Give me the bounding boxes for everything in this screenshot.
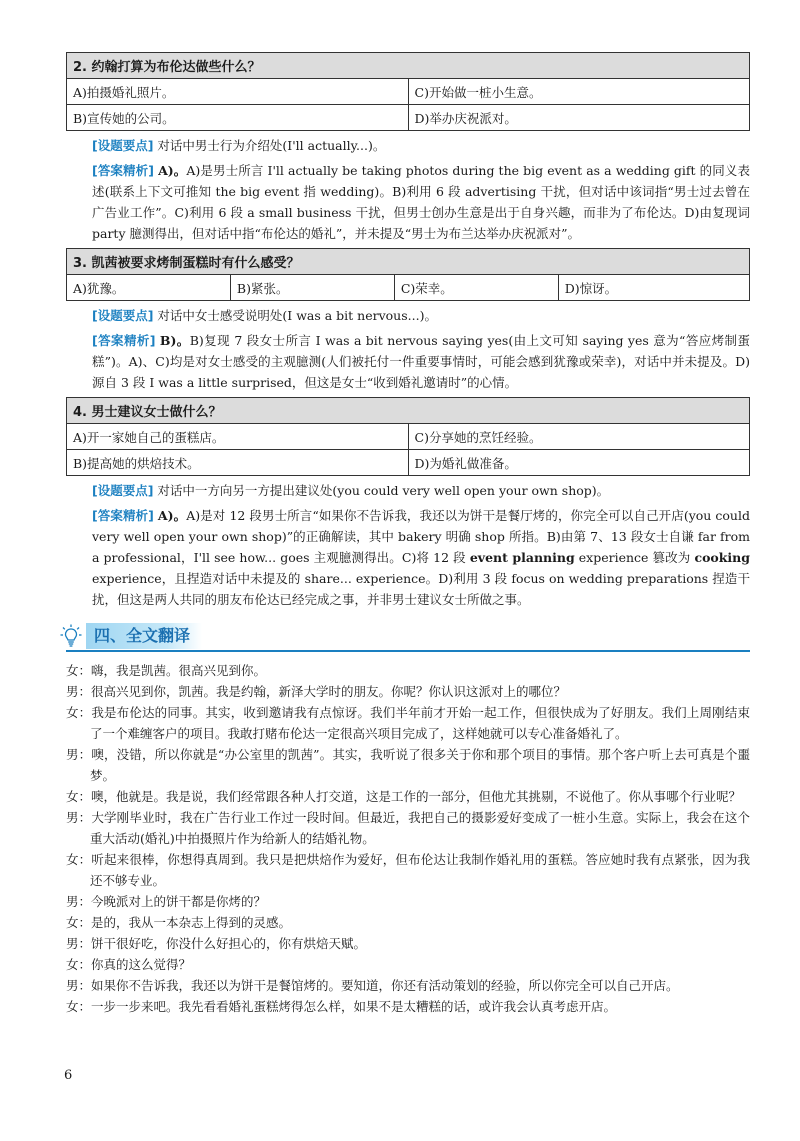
dialogue-line: 女：嗨，我是凯茜。很高兴见到你。	[66, 663, 267, 678]
answer-label: A)。	[157, 508, 187, 523]
option-a: A)拍摄婚礼照片。	[67, 79, 409, 105]
analysis-tag: [答案精析]	[92, 163, 154, 178]
section-title: 四、全文翻译	[86, 623, 202, 649]
dialogue-line: 女：我是布伦达的同事。其实，收到邀请我有点惊讶。我们半年前才开始一起工作，但很快成为了好朋友。我们上周刚结束了一个难缠客户的项目。我敢打赌布伦达一定很高兴项目完成了，这样她就可以专心准备婚礼了。	[66, 705, 750, 741]
question-title: 3. 凯茜被要求烤制蛋糕时有什么感受？	[67, 249, 750, 275]
dialogue-line: 女：是的，我从一本杂志上得到的灵感。	[66, 915, 292, 930]
point-line	[66, 135, 750, 156]
keyword: event planning	[469, 550, 575, 565]
option-c: C)荣幸。	[394, 275, 558, 301]
dialogue-line: 女：你真的这么觉得？	[66, 957, 192, 972]
analysis-text: experience 篡改为	[574, 550, 695, 565]
page-content	[66, 52, 750, 1017]
dialogue-line: 男：今晚派对上的饼干都是你烤的？	[66, 894, 267, 909]
answer-label: A)。	[158, 163, 187, 178]
dialogue-translation	[66, 660, 750, 1017]
dialogue-line: 男：饼干很好吃，你没什么好担心的，你有烘焙天赋。	[66, 936, 367, 951]
question-table-3	[66, 248, 750, 301]
keyword: cooking	[694, 550, 750, 565]
option-c: C)开始做一桩小生意。	[408, 79, 750, 105]
option-a: A)犹豫。	[67, 275, 231, 301]
analysis-paragraph	[66, 160, 750, 244]
option-b: B)提高她的烘焙技术。	[67, 450, 409, 476]
point-tag: [设题要点]	[92, 138, 154, 153]
page-number: 6	[64, 1068, 73, 1083]
option-a: A)开一家她自己的蛋糕店。	[67, 424, 409, 450]
dialogue-line: 女：噢，他就是。我是说，我们经常跟各种人打交道，这是工作的一部分，但他尤其挑剔，不说他了。你从事哪个行业呢？	[66, 789, 742, 804]
dialogue-line: 男：噢，没错，所以你就是“办公室里的凯茜”。其实，我听说了很多关于你和那个项目的事情。那个客户听上去可真是个噩梦。	[66, 747, 750, 783]
analysis-text: A)是对 12 段男士所言“如果你不告诉我，我还以为饼干是餐厅烤的，你完全可以自己开店(you could very well open your own shop)”的正确解读，其中 bakery 明确 shop 所指。B)由第 7、13 段女士自谦 far from a professional，I'll see how... goes 主观臆测得出。C)将 12 段	[92, 508, 750, 565]
answer-label: B)。	[159, 333, 190, 348]
analysis-tag: [答案精析]	[92, 333, 156, 348]
analysis-paragraph	[66, 505, 750, 610]
option-d: D)惊讶。	[558, 275, 749, 301]
option-d: D)举办庆祝派对。	[408, 105, 750, 131]
analysis-text: B)复现 7 段女士所言 I was a bit nervous saying yes(由上文可知 saying yes 意为“答应烤制蛋糕”)。A)、C)均是对女士感受的主观臆测(人们被托付一件重要事情时，可能会感到犹豫或荣幸)，对话中并未提及。D)源自 3 段 I was a little surprised，但这是女士“收到婚礼邀请时”的心情。	[92, 333, 750, 390]
point-line	[66, 305, 750, 326]
question-title: 2. 约翰打算为布伦达做些什么？	[67, 53, 750, 79]
analysis-text: A)是男士所言 I'll actually be taking photos during the big event as a wedding gift 的同义表述(联系上下文可推知 the big event 指 wedding)。B)利用 6 段 advertising 干扰，但对话中该词指“男士过去曾在广告业工作”。C)利用 6 段 a small business 干扰，但男士创办生意是出于自身兴趣，而非为了布伦达。D)由复现词 party 臆测得出，但对话中指“布伦达的婚礼”，并未提及“男士为布兰达举办庆祝派对”。	[92, 163, 750, 241]
lightbulb-icon	[60, 624, 82, 648]
section-header	[66, 622, 750, 652]
option-d: D)为婚礼做准备。	[408, 450, 750, 476]
point-tag: [设题要点]	[92, 308, 154, 323]
point-tag: [设题要点]	[92, 483, 154, 498]
question-table-4	[66, 397, 750, 476]
point-line	[66, 480, 750, 501]
dialogue-line: 男：如果你不告诉我，我还以为饼干是餐馆烤的。要知道，你还有活动策划的经验，所以你完全可以自己开店。	[66, 978, 679, 993]
dialogue-line: 男：很高兴见到你，凯茜。我是约翰，新泽大学时的朋友。你呢？你认识这派对上的哪位？	[66, 684, 567, 699]
analysis-tag: [答案精析]	[92, 508, 154, 523]
option-b: B)宣传她的公司。	[67, 105, 409, 131]
dialogue-line: 男：大学刚毕业时，我在广告行业工作过一段时间。但最近，我把自己的摄影爱好变成了一桩小生意。实际上，我会在这个重大活动(婚礼)中拍摄照片作为给新人的结婚礼物。	[66, 810, 750, 846]
question-title: 4. 男士建议女士做什么？	[67, 398, 750, 424]
dialogue-line: 女：听起来很棒，你想得真周到。我只是把烘焙作为爱好，但布伦达让我制作婚礼用的蛋糕。答应她时我有点紧张，因为我还不够专业。	[66, 852, 750, 888]
analysis-paragraph	[66, 330, 750, 393]
analysis-text: experience，且捏造对话中未提及的 share... experience。D)利用 3 段 focus on wedding preparations 捏造干扰，但这是两人共同的朋友布伦达已经完成之事，并非男士建议女士所做之事。	[92, 571, 750, 607]
dialogue-line: 女：一步一步来吧。我先看看婚礼蛋糕烤得怎么样，如果不是太糟糕的话，或许我会认真考虑开店。	[66, 999, 617, 1014]
point-text: 对话中一方向另一方提出建议处(you could very well open your own shop)。	[157, 483, 610, 498]
option-b: B)紧张。	[230, 275, 394, 301]
option-c: C)分享她的烹饪经验。	[408, 424, 750, 450]
point-text: 对话中女士感受说明处(I was a bit nervous...)。	[157, 308, 437, 323]
question-table-2	[66, 52, 750, 131]
point-text: 对话中男士行为介绍处(I'll actually...)。	[157, 138, 386, 153]
